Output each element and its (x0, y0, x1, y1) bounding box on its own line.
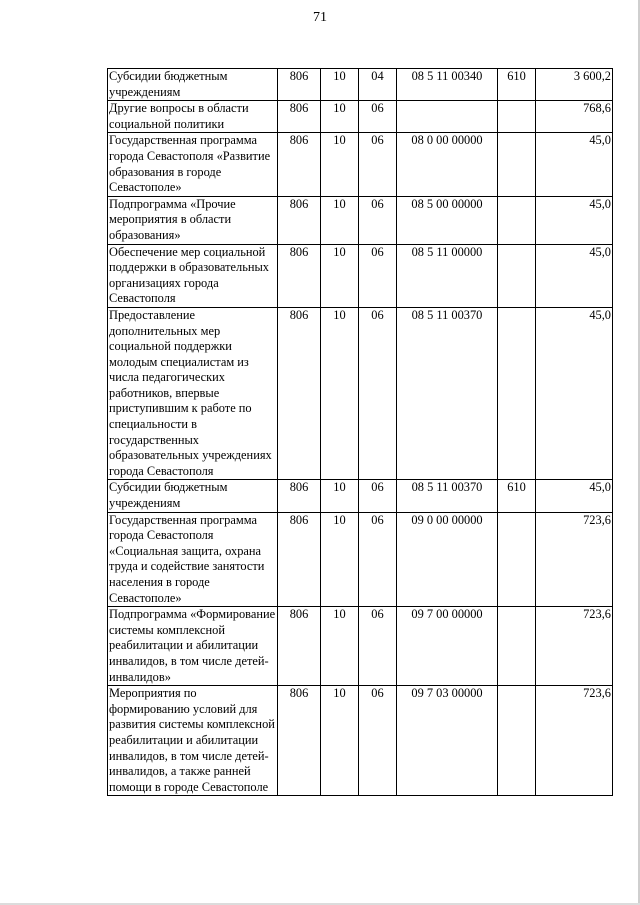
table-row (108, 69, 613, 101)
row-vr (498, 196, 536, 244)
row-sum: 45,0 (536, 133, 613, 196)
row-pr: 04 (359, 69, 397, 101)
table-row (108, 512, 613, 607)
row-ved: 806 (278, 196, 321, 244)
row-sum: 723,6 (536, 607, 613, 686)
row-rz: 10 (321, 512, 359, 607)
row-vr (498, 244, 536, 307)
row-rz: 10 (321, 244, 359, 307)
row-pr: 06 (359, 101, 397, 133)
row-csr (397, 101, 498, 133)
row-name: Субсидии бюджетным учреждениям (108, 480, 278, 512)
row-csr: 09 0 00 00000 (397, 512, 498, 607)
row-pr: 06 (359, 244, 397, 307)
row-name: Подпрограмма «Формирование системы комплексной реабилитации и абилитации инвалидов, в том числе детей-инвалидов» (108, 607, 278, 686)
row-ved: 806 (278, 133, 321, 196)
row-pr: 06 (359, 686, 397, 796)
row-csr: 08 5 11 00000 (397, 244, 498, 307)
row-sum: 45,0 (536, 480, 613, 512)
row-pr: 06 (359, 307, 397, 480)
row-rz: 10 (321, 307, 359, 480)
row-ved: 806 (278, 686, 321, 796)
row-name: Предоставление дополнительных мер социальной поддержки молодым специалистам из числа педагогических работников, впервые приступившим к работе по специальности в государственных образовательных учреждениях города Севастополя (108, 307, 278, 480)
table-row (108, 480, 613, 512)
row-rz: 10 (321, 196, 359, 244)
row-sum: 723,6 (536, 686, 613, 796)
row-name: Обеспечение мер социальной поддержки в образовательных организациях города Севастополя (108, 244, 278, 307)
row-vr (498, 133, 536, 196)
table-row (108, 607, 613, 686)
row-ved: 806 (278, 512, 321, 607)
row-csr: 08 5 11 00340 (397, 69, 498, 101)
row-name: Мероприятия по формированию условий для развития системы комплексной реабилитации и абилитации инвалидов, в том числе детей-инвалидов, а также ранней помощи в городе Севастополе (108, 686, 278, 796)
row-vr (498, 512, 536, 607)
table-row (108, 307, 613, 480)
row-vr (498, 607, 536, 686)
row-sum: 45,0 (536, 307, 613, 480)
row-ved: 806 (278, 607, 321, 686)
row-rz: 10 (321, 133, 359, 196)
table-row (108, 244, 613, 307)
row-sum: 45,0 (536, 196, 613, 244)
row-rz: 10 (321, 480, 359, 512)
row-csr: 09 7 03 00000 (397, 686, 498, 796)
row-rz: 10 (321, 607, 359, 686)
row-csr: 09 7 00 00000 (397, 607, 498, 686)
row-csr: 08 5 11 00370 (397, 307, 498, 480)
row-sum: 45,0 (536, 244, 613, 307)
row-rz: 10 (321, 101, 359, 133)
row-vr (498, 686, 536, 796)
row-ved: 806 (278, 480, 321, 512)
table-row (108, 133, 613, 196)
row-vr: 610 (498, 480, 536, 512)
row-rz: 10 (321, 686, 359, 796)
row-ved: 806 (278, 101, 321, 133)
budget-table (107, 68, 613, 796)
row-name: Другие вопросы в области социальной политики (108, 101, 278, 133)
row-pr: 06 (359, 607, 397, 686)
row-ved: 806 (278, 244, 321, 307)
row-rz: 10 (321, 69, 359, 101)
row-name: Субсидии бюджетным учреждениям (108, 69, 278, 101)
row-sum: 723,6 (536, 512, 613, 607)
row-csr: 08 5 00 00000 (397, 196, 498, 244)
row-sum: 3 600,2 (536, 69, 613, 101)
row-pr: 06 (359, 196, 397, 244)
row-pr: 06 (359, 133, 397, 196)
row-pr: 06 (359, 512, 397, 607)
page-number: 71 (313, 10, 327, 25)
row-name: Подпрограмма «Прочие мероприятия в области образования» (108, 196, 278, 244)
row-ved: 806 (278, 69, 321, 101)
table-row (108, 196, 613, 244)
row-sum: 768,6 (536, 101, 613, 133)
table-row (108, 101, 613, 133)
row-name: Государственная программа города Севастополя «Социальная защита, охрана труда и содействие занятости населения в городе Севастополе» (108, 512, 278, 607)
table-row (108, 686, 613, 796)
row-csr: 08 5 11 00370 (397, 480, 498, 512)
row-csr: 08 0 00 00000 (397, 133, 498, 196)
row-name: Государственная программа города Севастополя «Развитие образования в городе Севастополе» (108, 133, 278, 196)
row-vr: 610 (498, 69, 536, 101)
row-vr (498, 307, 536, 480)
row-vr (498, 101, 536, 133)
row-pr: 06 (359, 480, 397, 512)
row-ved: 806 (278, 307, 321, 480)
